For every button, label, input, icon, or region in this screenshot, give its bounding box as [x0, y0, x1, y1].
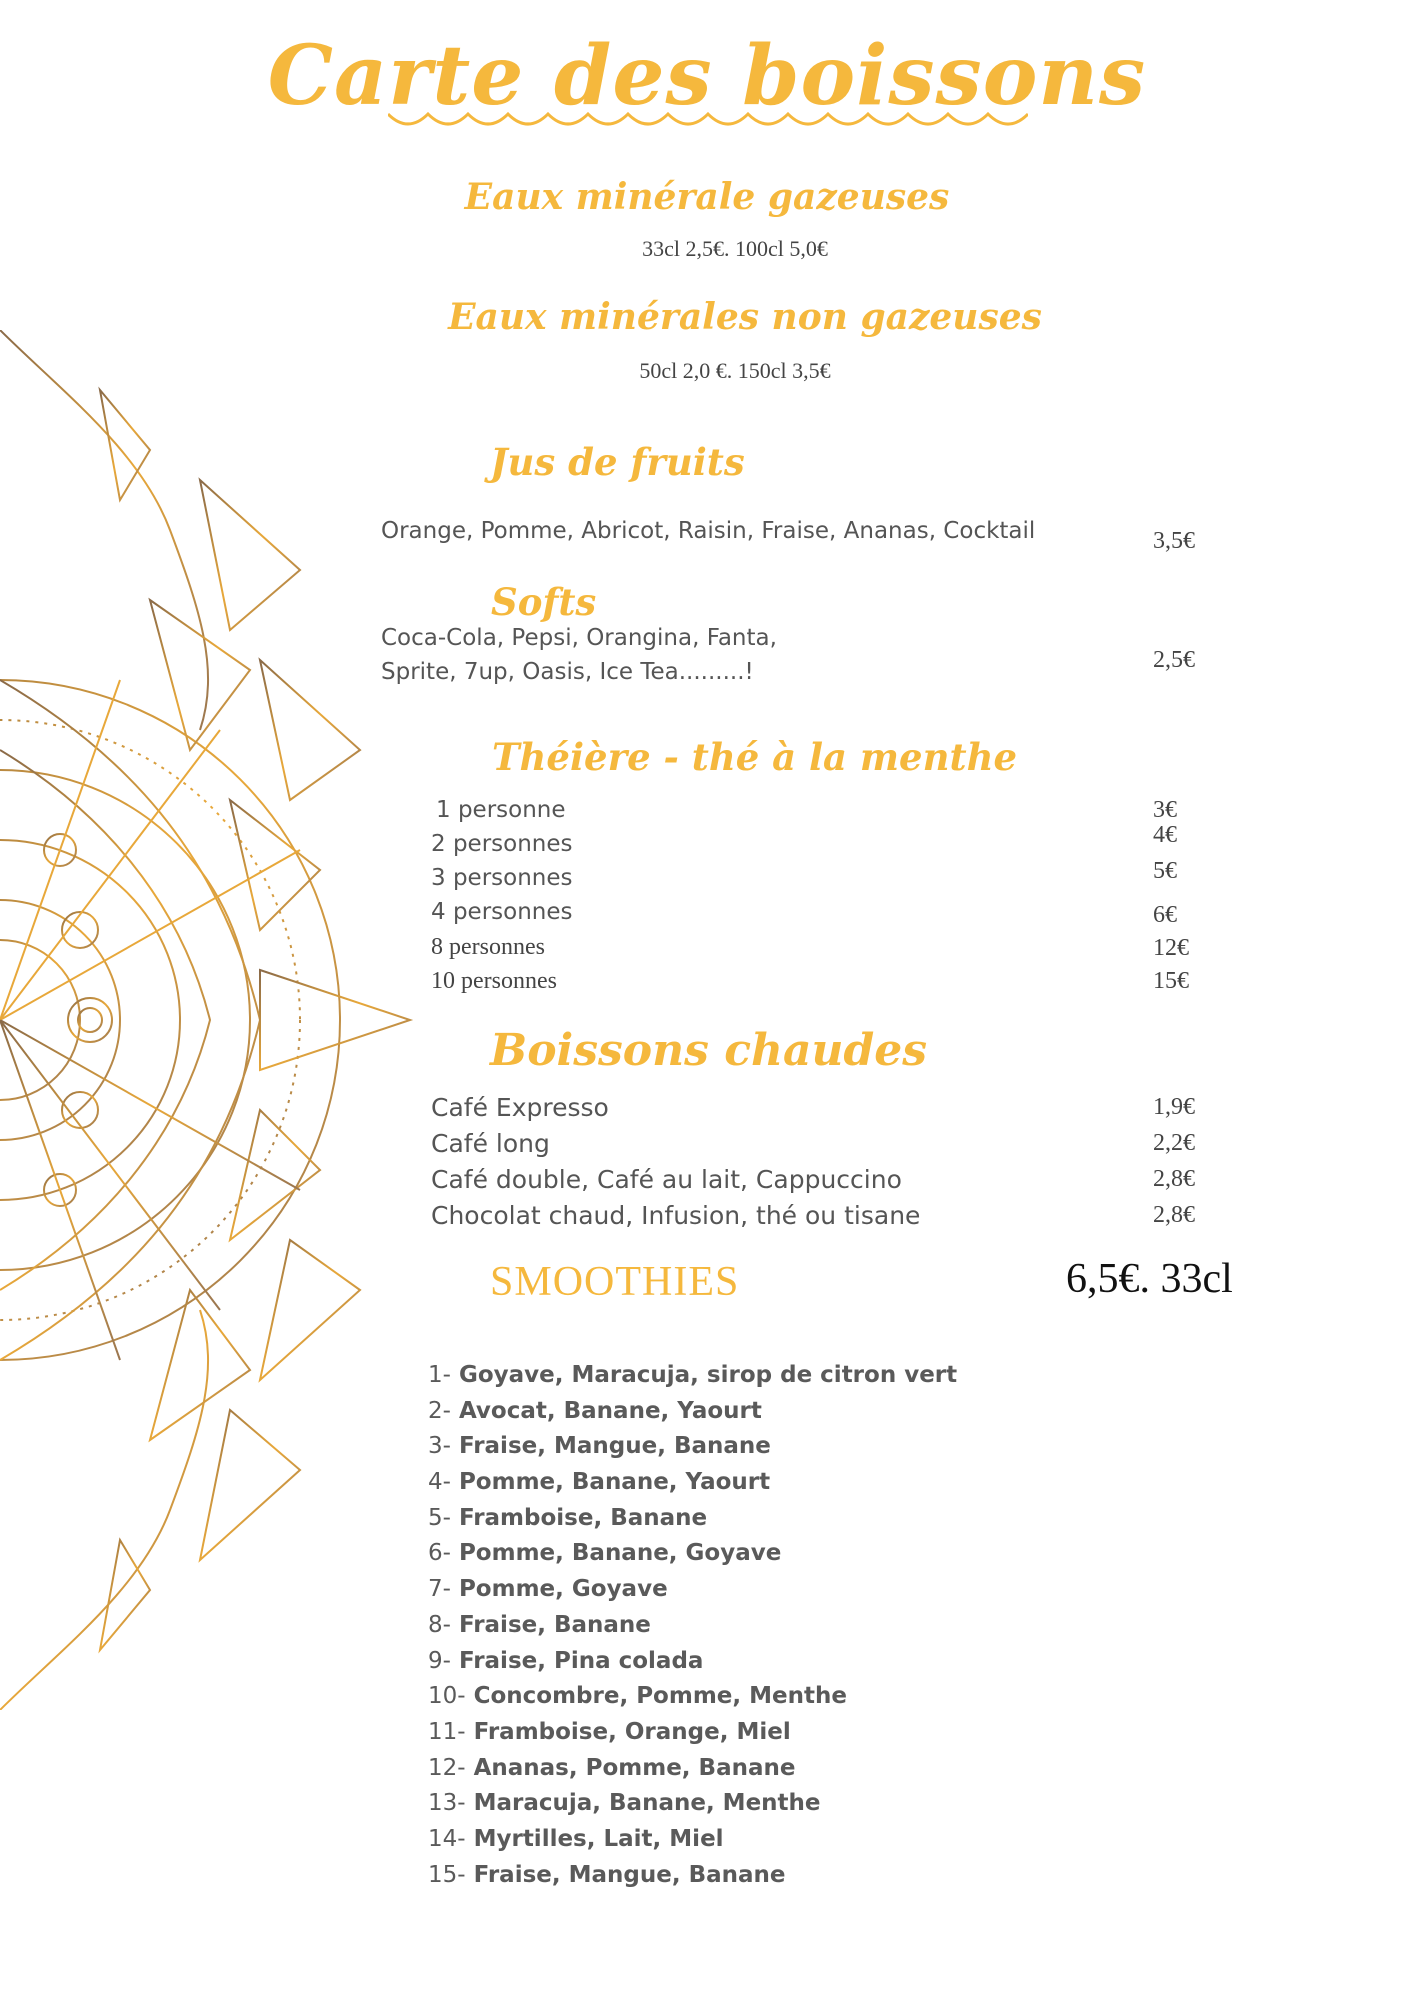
item-text: Fraise, Banane — [458, 1611, 651, 1638]
theiere-row-price: 12€ — [1153, 935, 1189, 961]
list-item — [428, 1822, 957, 1858]
item-text: Pomme, Banane, Yaourt — [458, 1469, 771, 1496]
jus-price: 3,5€ — [1153, 528, 1195, 554]
mandala-ornament — [0, 330, 420, 1710]
heading-boissons-chaudes: Boissons chaudes — [490, 1025, 928, 1076]
list-item — [428, 1644, 957, 1680]
item-number: 14- — [428, 1825, 466, 1852]
item-text: Fraise, Mangue, Banane — [473, 1861, 786, 1888]
item-number: 10- — [428, 1683, 466, 1710]
list-item — [428, 1465, 957, 1501]
chaudes-row-label: Café double, Café au lait, Cappuccino — [431, 1165, 902, 1194]
item-text: Framboise, Banane — [458, 1504, 708, 1531]
theiere-row-label: 1 personne — [436, 797, 566, 823]
item-text: Myrtilles, Lait, Miel — [473, 1825, 724, 1852]
item-text: Ananas, Pomme, Banane — [473, 1754, 796, 1781]
item-text: Fraise, Pina colada — [458, 1647, 704, 1674]
list-item — [428, 1608, 957, 1644]
list-item — [428, 1572, 957, 1608]
item-number: 15- — [428, 1861, 466, 1888]
softs-price: 2,5€ — [1153, 647, 1195, 673]
heading-smoothies: SMOOTHIES — [490, 1259, 740, 1305]
page-title: Carte des boissons — [267, 28, 1147, 124]
item-number: 7- — [428, 1576, 451, 1603]
list-item — [428, 1786, 957, 1822]
list-item — [428, 1358, 957, 1394]
item-text: Concombre, Pomme, Menthe — [473, 1683, 847, 1710]
smoothie-list — [428, 1358, 957, 1893]
item-number: 3- — [428, 1433, 451, 1460]
theiere-row-label: 10 personnes — [431, 968, 557, 994]
item-number: 8- — [428, 1611, 451, 1638]
list-item — [428, 1429, 957, 1465]
smoothies-price: 6,5€. 33cl — [1066, 1256, 1233, 1302]
item-number: 6- — [428, 1540, 451, 1567]
heading-eaux-gazeuses: Eaux minérale gazeuses — [464, 176, 950, 218]
softs-line-2: Sprite, 7up, Oasis, Ice Tea.........! — [381, 659, 754, 685]
item-text: Pomme, Goyave — [458, 1576, 668, 1603]
chaudes-row-label: Chocolat chaud, Infusion, thé ou tisane — [431, 1201, 921, 1230]
list-item — [428, 1751, 957, 1787]
chaudes-row-label: Café Expresso — [431, 1093, 609, 1122]
item-number: 1- — [428, 1362, 451, 1388]
theiere-row-label: 8 personnes — [431, 934, 545, 960]
theiere-row-label: 2 personnes — [431, 831, 573, 857]
item-number: 5- — [428, 1504, 451, 1531]
heading-jus-de-fruits: Jus de fruits — [490, 440, 745, 484]
theiere-row-price: 5€ — [1153, 858, 1177, 884]
heading-theiere: Théière - thé à la menthe — [492, 735, 1018, 779]
prices-eaux-non-gazeuses: 50cl 2,0 €. 150cl 3,5€ — [639, 358, 831, 383]
item-text: Pomme, Banane, Goyave — [458, 1540, 782, 1567]
jus-items: Orange, Pomme, Abricot, Raisin, Fraise, Ananas, Cocktail — [381, 518, 1036, 544]
theiere-row-label: 4 personnes — [431, 899, 573, 925]
title-underline-wave — [388, 104, 1028, 134]
theiere-row-price: 4€ — [1153, 822, 1177, 848]
item-number: 4- — [428, 1469, 451, 1496]
item-text: Fraise, Mangue, Banane — [458, 1433, 771, 1460]
item-number: 11- — [428, 1718, 466, 1745]
item-number: 2- — [428, 1397, 451, 1424]
item-number: 12- — [428, 1754, 466, 1781]
item-number: 9- — [428, 1647, 451, 1674]
chaudes-row-label: Café long — [431, 1129, 550, 1158]
heading-eaux-non-gazeuses: Eaux minérales non gazeuses — [448, 296, 1042, 338]
heading-softs: Softs — [491, 580, 597, 624]
softs-line-1: Coca-Cola, Pepsi, Orangina, Fanta, — [381, 625, 777, 651]
chaudes-row-price: 2,8€ — [1153, 1166, 1195, 1192]
chaudes-row-price: 2,8€ — [1153, 1202, 1195, 1228]
list-item — [428, 1679, 957, 1715]
list-item — [428, 1715, 957, 1751]
item-text: Framboise, Orange, Miel — [473, 1718, 791, 1745]
list-item — [428, 1858, 957, 1894]
list-item — [428, 1501, 957, 1537]
theiere-row-price: 3€ — [1153, 797, 1177, 823]
list-item — [428, 1536, 957, 1572]
theiere-row-price: 15€ — [1153, 968, 1189, 994]
item-text: Goyave, Maracuja, sirop de citron vert — [458, 1362, 958, 1388]
item-text: Maracuja, Banane, Menthe — [473, 1790, 821, 1817]
chaudes-row-price: 1,9€ — [1153, 1094, 1195, 1120]
theiere-row-label: 3 personnes — [431, 865, 573, 891]
prices-eaux-gazeuses: 33cl 2,5€. 100cl 5,0€ — [642, 236, 828, 261]
theiere-row-price: 6€ — [1153, 902, 1177, 928]
list-item — [428, 1394, 957, 1430]
item-number: 13- — [428, 1790, 466, 1817]
chaudes-row-price: 2,2€ — [1153, 1130, 1195, 1156]
item-text: Avocat, Banane, Yaourt — [458, 1397, 762, 1424]
